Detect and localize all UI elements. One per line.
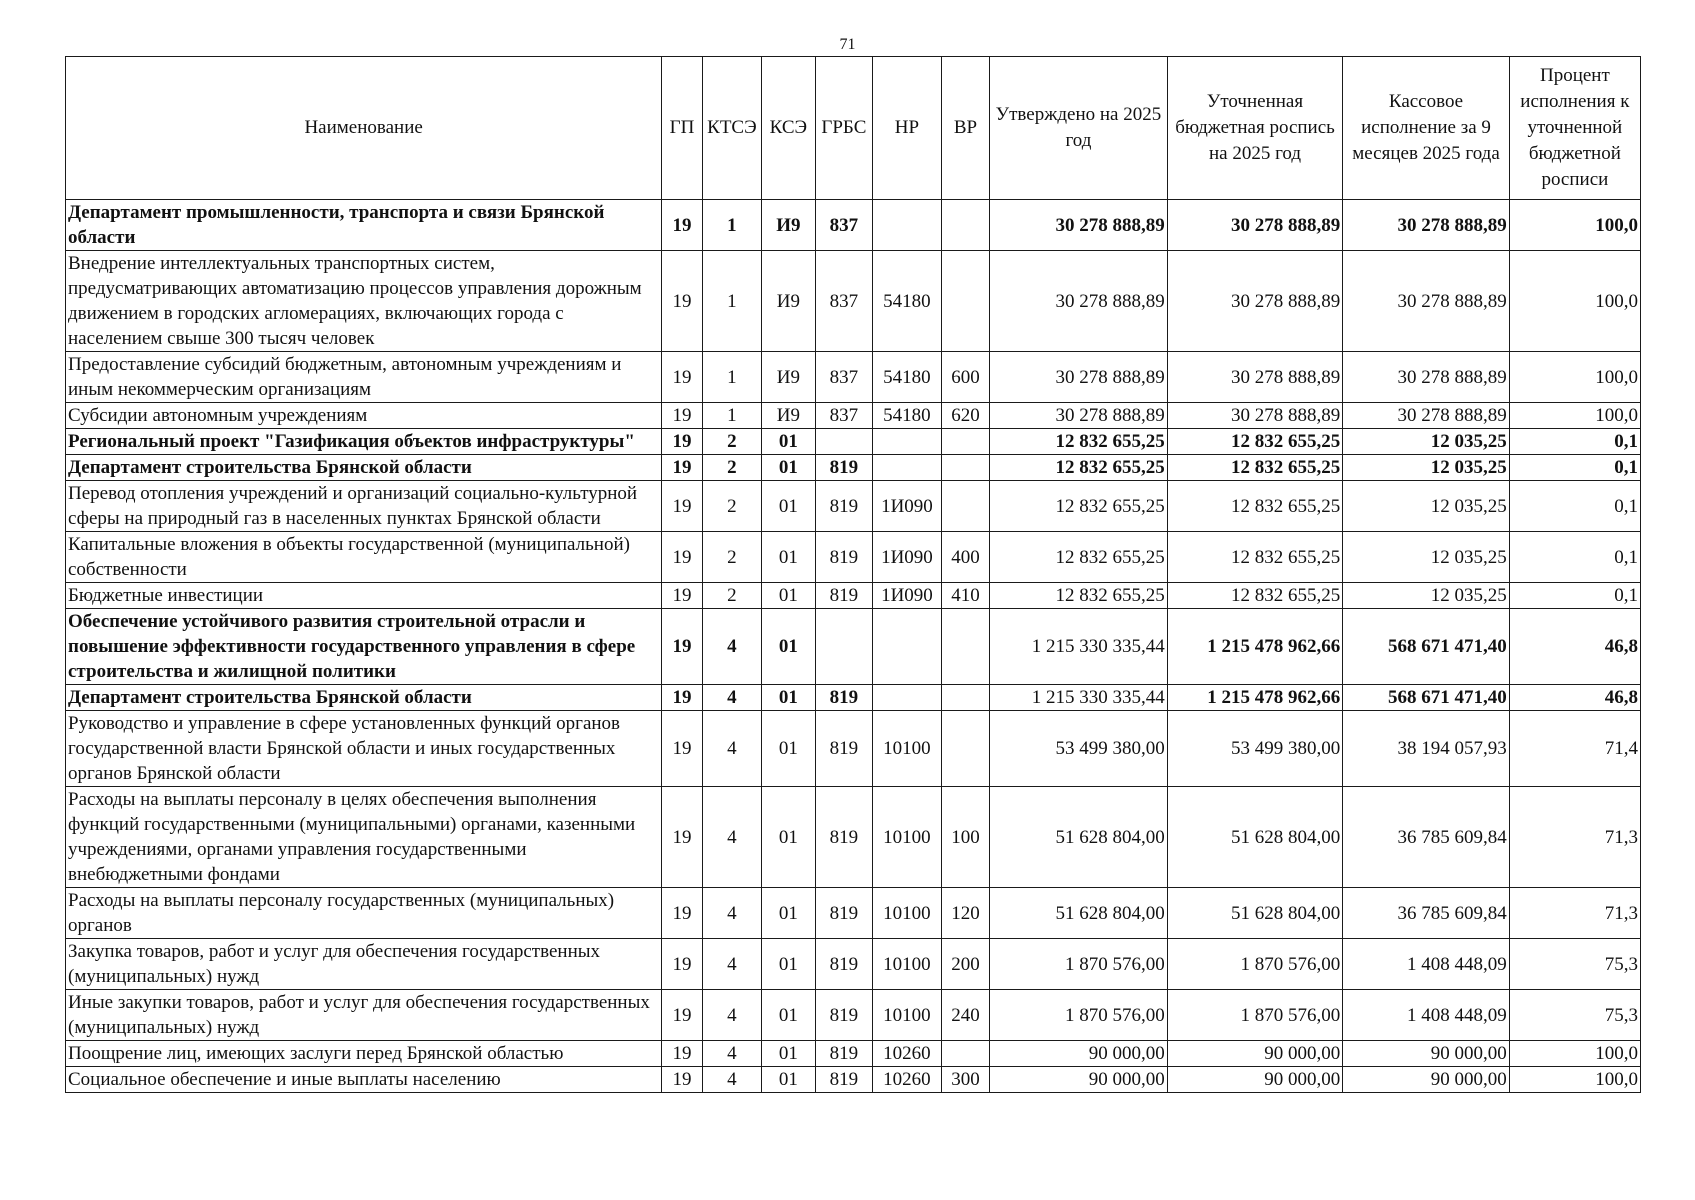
cell-ktse: 1 (702, 403, 762, 429)
cell-gp: 19 (662, 1041, 702, 1067)
cell-gp: 19 (662, 990, 702, 1041)
cell-nr (873, 429, 942, 455)
cell-nr: 10100 (873, 888, 942, 939)
cell-kse: 01 (762, 1067, 815, 1093)
cell-percent: 46,8 (1509, 609, 1640, 685)
cell-vr (941, 685, 989, 711)
cell-ktse: 4 (702, 787, 762, 888)
cell-vr: 120 (941, 888, 989, 939)
cell-grbs: 837 (815, 352, 873, 403)
cell-gp: 19 (662, 429, 702, 455)
cell-kse: 01 (762, 939, 815, 990)
table-row (66, 251, 1641, 352)
cell-name: Социальное обеспечение и иные выплаты населению (66, 1067, 662, 1093)
cell-refined: 30 278 888,89 (1167, 251, 1343, 352)
cell-nr: 54180 (873, 251, 942, 352)
cell-refined: 51 628 804,00 (1167, 888, 1343, 939)
cell-vr (941, 429, 989, 455)
cell-grbs (815, 609, 873, 685)
cell-ktse: 1 (702, 352, 762, 403)
cell-approved: 51 628 804,00 (990, 888, 1168, 939)
cell-ktse: 4 (702, 1041, 762, 1067)
header-name: Наименование (66, 57, 662, 200)
cell-vr (941, 251, 989, 352)
page-number: 71 (839, 36, 856, 53)
cell-kse: 01 (762, 787, 815, 888)
cell-percent: 100,0 (1509, 1067, 1640, 1093)
cell-grbs: 819 (815, 787, 873, 888)
cell-kse: 01 (762, 990, 815, 1041)
table-row (66, 990, 1641, 1041)
cell-nr: 1И090 (873, 583, 942, 609)
cell-name: Бюджетные инвестиции (66, 583, 662, 609)
cell-ktse: 1 (702, 200, 762, 251)
cell-nr (873, 685, 942, 711)
cell-refined: 30 278 888,89 (1167, 403, 1343, 429)
header-executed: Кассовое исполнение за 9 месяцев 2025 года (1343, 57, 1509, 200)
cell-executed: 36 785 609,84 (1343, 888, 1509, 939)
cell-refined: 30 278 888,89 (1167, 200, 1343, 251)
cell-nr: 10100 (873, 990, 942, 1041)
cell-refined: 51 628 804,00 (1167, 787, 1343, 888)
cell-refined: 53 499 380,00 (1167, 711, 1343, 787)
cell-nr (873, 455, 942, 481)
cell-ktse: 2 (702, 455, 762, 481)
cell-approved: 30 278 888,89 (990, 403, 1168, 429)
cell-executed: 30 278 888,89 (1343, 352, 1509, 403)
cell-name: Внедрение интеллектуальных транспортных систем, предусматривающих автоматизацию процессов управления дорожным движением в городских агломерациях, включающих города с населением свыше 300 тысяч человек (66, 251, 662, 352)
cell-ktse: 4 (702, 990, 762, 1041)
cell-gp: 19 (662, 583, 702, 609)
cell-kse: 01 (762, 481, 815, 532)
cell-percent: 0,1 (1509, 429, 1640, 455)
cell-grbs: 837 (815, 251, 873, 352)
cell-refined: 30 278 888,89 (1167, 352, 1343, 403)
cell-gp: 19 (662, 939, 702, 990)
table-row (66, 787, 1641, 888)
cell-executed: 36 785 609,84 (1343, 787, 1509, 888)
cell-refined: 1 870 576,00 (1167, 990, 1343, 1041)
cell-percent: 46,8 (1509, 685, 1640, 711)
cell-gp: 19 (662, 532, 702, 583)
cell-kse: 01 (762, 685, 815, 711)
cell-vr: 100 (941, 787, 989, 888)
cell-grbs: 819 (815, 888, 873, 939)
cell-approved: 30 278 888,89 (990, 352, 1168, 403)
cell-refined: 12 832 655,25 (1167, 532, 1343, 583)
budget-table (65, 56, 1641, 1093)
cell-nr: 10100 (873, 711, 942, 787)
cell-percent: 100,0 (1509, 200, 1640, 251)
cell-nr: 10100 (873, 787, 942, 888)
cell-percent: 75,3 (1509, 990, 1640, 1041)
cell-percent: 0,1 (1509, 455, 1640, 481)
cell-grbs (815, 429, 873, 455)
cell-executed: 90 000,00 (1343, 1067, 1509, 1093)
cell-name: Руководство и управление в сфере установленных функций органов государственной власти Брянской области и иных государственных органов Брянской области (66, 711, 662, 787)
cell-approved: 12 832 655,25 (990, 583, 1168, 609)
cell-kse: И9 (762, 200, 815, 251)
cell-grbs: 837 (815, 200, 873, 251)
cell-executed: 30 278 888,89 (1343, 251, 1509, 352)
cell-grbs: 819 (815, 481, 873, 532)
cell-ktse: 4 (702, 711, 762, 787)
cell-name: Капитальные вложения в объекты государственной (муниципальной) собственности (66, 532, 662, 583)
cell-kse: 01 (762, 609, 815, 685)
cell-grbs: 819 (815, 685, 873, 711)
cell-kse: 01 (762, 455, 815, 481)
cell-grbs: 837 (815, 403, 873, 429)
cell-ktse: 4 (702, 888, 762, 939)
cell-kse: И9 (762, 251, 815, 352)
header-gp: ГП (662, 57, 702, 200)
cell-kse: И9 (762, 403, 815, 429)
cell-gp: 19 (662, 1067, 702, 1093)
cell-approved: 1 870 576,00 (990, 939, 1168, 990)
cell-percent: 100,0 (1509, 352, 1640, 403)
cell-vr: 410 (941, 583, 989, 609)
cell-grbs: 819 (815, 990, 873, 1041)
cell-gp: 19 (662, 685, 702, 711)
cell-percent: 100,0 (1509, 1041, 1640, 1067)
cell-approved: 53 499 380,00 (990, 711, 1168, 787)
header-percent: Процент исполнения к уточненной бюджетной росписи (1509, 57, 1640, 200)
cell-gp: 19 (662, 711, 702, 787)
table-row (66, 481, 1641, 532)
cell-refined: 12 832 655,25 (1167, 583, 1343, 609)
cell-nr (873, 200, 942, 251)
cell-vr (941, 481, 989, 532)
cell-grbs: 819 (815, 583, 873, 609)
cell-approved: 90 000,00 (990, 1041, 1168, 1067)
cell-executed: 38 194 057,93 (1343, 711, 1509, 787)
cell-gp: 19 (662, 200, 702, 251)
table-row (66, 532, 1641, 583)
header-vr: ВР (941, 57, 989, 200)
cell-kse: 01 (762, 1041, 815, 1067)
cell-approved: 12 832 655,25 (990, 429, 1168, 455)
cell-executed: 12 035,25 (1343, 429, 1509, 455)
cell-percent: 75,3 (1509, 939, 1640, 990)
cell-nr: 54180 (873, 403, 942, 429)
cell-executed: 12 035,25 (1343, 583, 1509, 609)
cell-executed: 1 408 448,09 (1343, 990, 1509, 1041)
header-refined: Уточненная бюджетная роспись на 2025 год (1167, 57, 1343, 200)
cell-nr (873, 609, 942, 685)
cell-approved: 12 832 655,25 (990, 532, 1168, 583)
table-row (66, 1067, 1641, 1093)
cell-percent: 100,0 (1509, 251, 1640, 352)
cell-vr: 600 (941, 352, 989, 403)
cell-grbs: 819 (815, 1041, 873, 1067)
cell-approved: 12 832 655,25 (990, 481, 1168, 532)
cell-name: Обеспечение устойчивого развития строительной отрасли и повышение эффективности государственного управления в сфере строительства и жилищной политики (66, 609, 662, 685)
cell-approved: 30 278 888,89 (990, 251, 1168, 352)
cell-percent: 0,1 (1509, 583, 1640, 609)
cell-vr (941, 711, 989, 787)
cell-ktse: 4 (702, 609, 762, 685)
cell-executed: 568 671 471,40 (1343, 685, 1509, 711)
cell-refined: 12 832 655,25 (1167, 481, 1343, 532)
table-header-row (66, 57, 1641, 200)
cell-nr: 1И090 (873, 532, 942, 583)
table-row (66, 1041, 1641, 1067)
cell-executed: 30 278 888,89 (1343, 200, 1509, 251)
cell-refined: 1 870 576,00 (1167, 939, 1343, 990)
cell-vr (941, 200, 989, 251)
cell-name: Поощрение лиц, имеющих заслуги перед Брянской областью (66, 1041, 662, 1067)
table-row (66, 583, 1641, 609)
cell-kse: И9 (762, 352, 815, 403)
cell-name: Департамент промышленности, транспорта и связи Брянской области (66, 200, 662, 251)
cell-vr (941, 455, 989, 481)
cell-ktse: 2 (702, 481, 762, 532)
cell-executed: 1 408 448,09 (1343, 939, 1509, 990)
cell-refined: 12 832 655,25 (1167, 429, 1343, 455)
cell-name: Расходы на выплаты персоналу государственных (муниципальных) органов (66, 888, 662, 939)
cell-grbs: 819 (815, 711, 873, 787)
cell-refined: 12 832 655,25 (1167, 455, 1343, 481)
cell-executed: 30 278 888,89 (1343, 403, 1509, 429)
cell-percent: 71,3 (1509, 888, 1640, 939)
cell-vr: 200 (941, 939, 989, 990)
header-nr: НР (873, 57, 942, 200)
cell-gp: 19 (662, 251, 702, 352)
cell-approved: 1 870 576,00 (990, 990, 1168, 1041)
cell-grbs: 819 (815, 939, 873, 990)
cell-vr: 240 (941, 990, 989, 1041)
cell-percent: 0,1 (1509, 481, 1640, 532)
cell-name: Департамент строительства Брянской области (66, 685, 662, 711)
table-row (66, 609, 1641, 685)
header-ktse: КТСЭ (702, 57, 762, 200)
cell-name: Иные закупки товаров, работ и услуг для обеспечения государственных (муниципальных) нужд (66, 990, 662, 1041)
cell-executed: 90 000,00 (1343, 1041, 1509, 1067)
cell-refined: 90 000,00 (1167, 1041, 1343, 1067)
cell-nr: 10100 (873, 939, 942, 990)
cell-approved: 90 000,00 (990, 1067, 1168, 1093)
cell-grbs: 819 (815, 1067, 873, 1093)
cell-kse: 01 (762, 429, 815, 455)
cell-executed: 568 671 471,40 (1343, 609, 1509, 685)
cell-percent: 100,0 (1509, 403, 1640, 429)
table-row (66, 352, 1641, 403)
cell-percent: 0,1 (1509, 532, 1640, 583)
cell-approved: 1 215 330 335,44 (990, 685, 1168, 711)
cell-vr: 400 (941, 532, 989, 583)
cell-ktse: 2 (702, 429, 762, 455)
cell-kse: 01 (762, 532, 815, 583)
cell-kse: 01 (762, 583, 815, 609)
table-row (66, 888, 1641, 939)
cell-executed: 12 035,25 (1343, 481, 1509, 532)
table-row (66, 711, 1641, 787)
table-row (66, 403, 1641, 429)
cell-ktse: 2 (702, 583, 762, 609)
cell-approved: 51 628 804,00 (990, 787, 1168, 888)
cell-gp: 19 (662, 403, 702, 429)
cell-name: Региональный проект "Газификация объектов инфраструктуры" (66, 429, 662, 455)
header-approved: Утверждено на 2025 год (990, 57, 1168, 200)
header-kse: КСЭ (762, 57, 815, 200)
cell-ktse: 4 (702, 685, 762, 711)
cell-gp: 19 (662, 455, 702, 481)
cell-gp: 19 (662, 888, 702, 939)
table-row (66, 200, 1641, 251)
cell-nr: 1И090 (873, 481, 942, 532)
cell-ktse: 1 (702, 251, 762, 352)
cell-kse: 01 (762, 711, 815, 787)
cell-vr (941, 609, 989, 685)
header-grbs: ГРБС (815, 57, 873, 200)
cell-name: Закупка товаров, работ и услуг для обеспечения государственных (муниципальных) нужд (66, 939, 662, 990)
cell-gp: 19 (662, 609, 702, 685)
table-body (66, 200, 1641, 1093)
cell-approved: 1 215 330 335,44 (990, 609, 1168, 685)
cell-approved: 30 278 888,89 (990, 200, 1168, 251)
cell-vr: 300 (941, 1067, 989, 1093)
cell-kse: 01 (762, 888, 815, 939)
cell-name: Предоставление субсидий бюджетным, автономным учреждениям и иным некоммерческим организациям (66, 352, 662, 403)
cell-gp: 19 (662, 481, 702, 532)
table-row (66, 455, 1641, 481)
cell-approved: 12 832 655,25 (990, 455, 1168, 481)
cell-refined: 1 215 478 962,66 (1167, 685, 1343, 711)
cell-grbs: 819 (815, 532, 873, 583)
cell-vr (941, 1041, 989, 1067)
cell-nr: 54180 (873, 352, 942, 403)
table-row (66, 685, 1641, 711)
cell-name: Перевод отопления учреждений и организаций социально-культурной сферы на природный газ в населенных пунктах Брянской области (66, 481, 662, 532)
cell-ktse: 2 (702, 532, 762, 583)
cell-percent: 71,4 (1509, 711, 1640, 787)
cell-name: Департамент строительства Брянской области (66, 455, 662, 481)
cell-vr: 620 (941, 403, 989, 429)
cell-nr: 10260 (873, 1041, 942, 1067)
cell-refined: 90 000,00 (1167, 1067, 1343, 1093)
cell-executed: 12 035,25 (1343, 532, 1509, 583)
cell-percent: 71,3 (1509, 787, 1640, 888)
cell-name: Субсидии автономным учреждениям (66, 403, 662, 429)
cell-refined: 1 215 478 962,66 (1167, 609, 1343, 685)
cell-ktse: 4 (702, 1067, 762, 1093)
cell-grbs: 819 (815, 455, 873, 481)
table-row (66, 939, 1641, 990)
table-row (66, 429, 1641, 455)
cell-gp: 19 (662, 352, 702, 403)
cell-name: Расходы на выплаты персоналу в целях обеспечения выполнения функций государственными (муниципальными) органами, казенными учреждениями, органами управления государственными внебюджетными фондами (66, 787, 662, 888)
cell-executed: 12 035,25 (1343, 455, 1509, 481)
cell-nr: 10260 (873, 1067, 942, 1093)
cell-gp: 19 (662, 787, 702, 888)
cell-ktse: 4 (702, 939, 762, 990)
